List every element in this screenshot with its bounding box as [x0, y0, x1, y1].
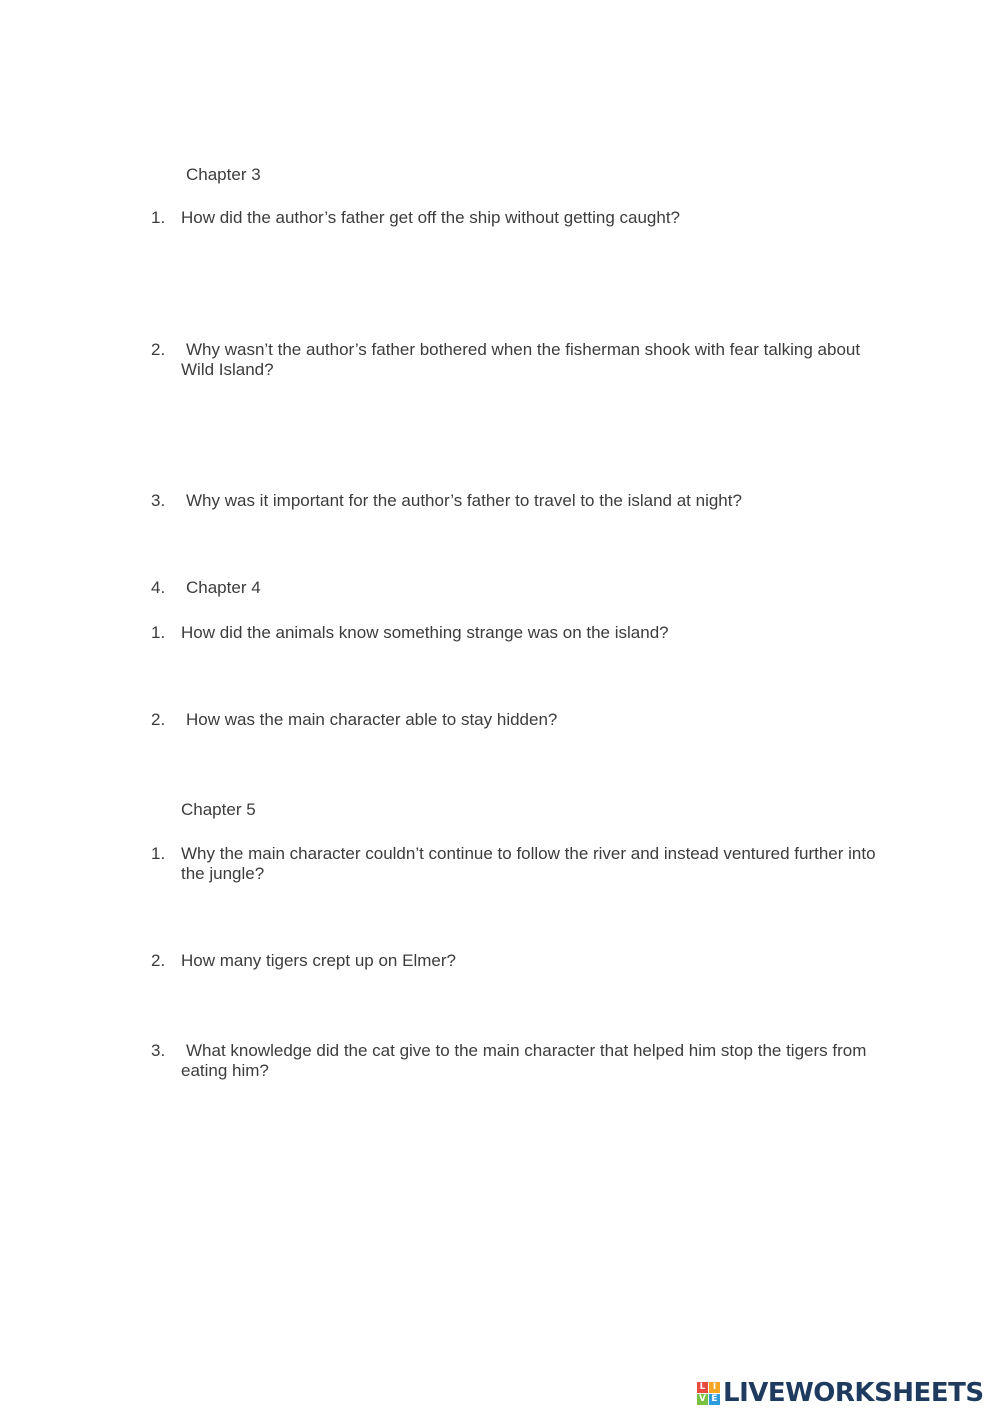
question-text: Why was it important for the author’s father to travel to the island at night?: [186, 491, 742, 510]
question-number: 3.: [151, 491, 166, 510]
question-text: Why wasn’t the author’s father bothered when the fisherman shook with fear talking about Wild Island?: [181, 340, 861, 379]
question-text: How did the animals know something strange was on the island?: [181, 623, 669, 642]
question-text: How was the main character able to stay hidden?: [186, 710, 558, 729]
question-number: 3.: [151, 1041, 166, 1060]
logo-mark-icon: L I V E: [697, 1382, 720, 1405]
question-number: 2.: [151, 710, 166, 729]
chapter-4-heading: Chapter 4: [186, 578, 261, 597]
question-number: 1.: [151, 623, 166, 642]
chapter-5-heading: Chapter 5: [181, 800, 256, 819]
question-number: 1.: [151, 208, 166, 227]
question-text: What knowledge did the cat give to the main character that helped him stop the tigers from eating him?: [181, 1041, 867, 1080]
question-text: How did the author’s father get off the ship without getting caught?: [181, 208, 681, 227]
chapter-4-number: 4.: [151, 578, 166, 597]
logo-text: LIVEWORKSHEETS: [723, 1378, 984, 1408]
question-number: 2.: [151, 340, 166, 359]
chapter-3-heading: Chapter 3: [186, 165, 261, 184]
liveworksheets-logo: [697, 1378, 984, 1408]
question-number: 2.: [151, 951, 166, 970]
question-text: How many tigers crept up on Elmer?: [181, 951, 456, 970]
question-text: Why the main character couldn’t continue to follow the river and instead ventured further into the jungle?: [181, 844, 876, 883]
question-number: 1.: [151, 844, 166, 863]
